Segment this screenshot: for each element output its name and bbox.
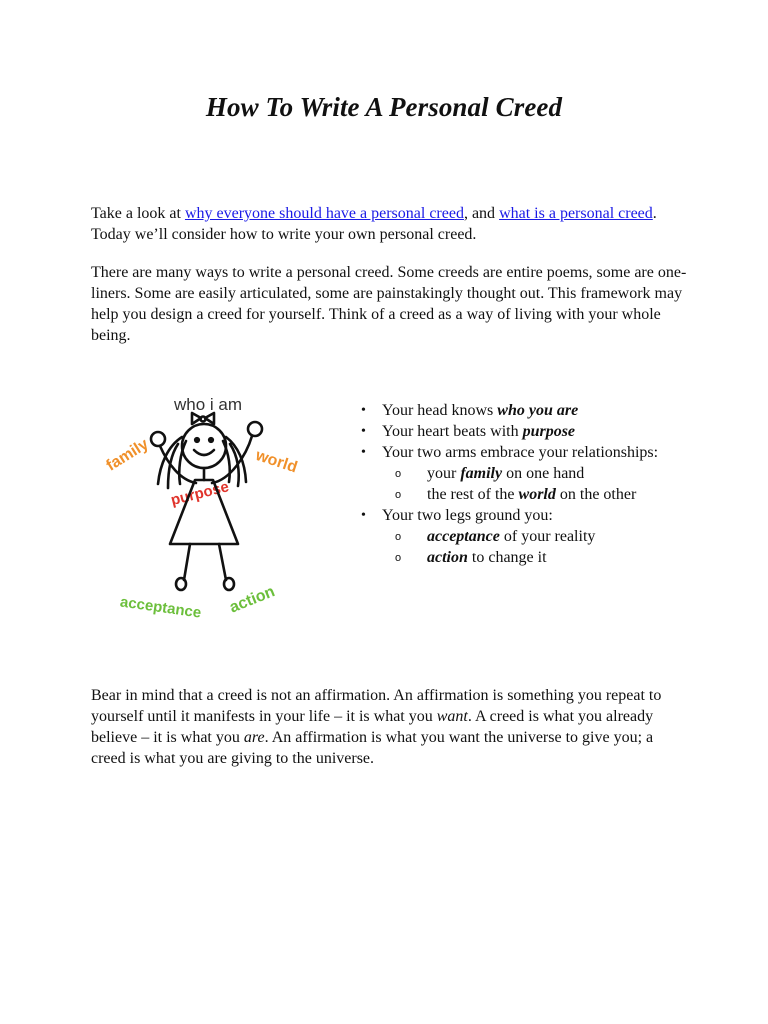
left-hand (151, 432, 165, 446)
intro-text-mid: , and (463, 205, 500, 222)
page-title: How To Write A Personal Creed (205, 92, 563, 122)
sublist-item-text: on one hand (502, 465, 585, 482)
label-family: family (103, 435, 152, 475)
italic-word-want: want (436, 708, 468, 725)
list-item-text: Your heart beats with (382, 423, 523, 440)
label-acceptance: acceptance (118, 593, 203, 622)
sublist-item-text: on the other (555, 486, 637, 503)
list-item-heart (358, 421, 698, 442)
list-item-text: Your head knows (382, 402, 498, 419)
sublist-item-world (382, 484, 698, 505)
sublist-item-acceptance (382, 526, 698, 547)
list-item-arms (358, 442, 698, 505)
emphasis-world: world (518, 486, 556, 503)
emphasis-family: family (460, 465, 503, 482)
sublist-item-text: of your reality (499, 528, 596, 545)
list-item-text: Your two arms embrace your relationships: (382, 444, 659, 461)
closing-text: . An affirmation is what you want the universe to give you; a creed is what you are giving to the universe. (91, 729, 654, 767)
sublist-item-action (382, 547, 698, 568)
head (182, 424, 226, 468)
list-item-text: Your two legs ground you: (382, 507, 553, 524)
right-foot (224, 578, 234, 590)
bow-knot (201, 417, 206, 422)
list-item-legs (358, 505, 698, 568)
sublist-item-family (382, 463, 698, 484)
sublist-item-text: your (427, 465, 461, 482)
label-who-i-am: who i am (173, 395, 243, 414)
closing-paragraph (91, 685, 691, 769)
stick-figure (151, 413, 262, 590)
closing-text: Bear in mind that a creed is not an affirmation. An affirmation is something you repeat to yourself until it manifests in your life – it is what you (91, 687, 662, 725)
emphasis-action: action (427, 549, 468, 566)
intro-text-pre: Take a look at (91, 205, 185, 222)
label-action: action (227, 583, 278, 617)
label-world: world (253, 447, 300, 477)
emphasis-acceptance: acceptance (427, 528, 500, 545)
creed-stick-figure-illustration (98, 384, 313, 634)
italic-word-are: are (243, 729, 265, 746)
arms-sublist (382, 463, 698, 505)
creed-framework-list (358, 400, 698, 568)
left-eye (195, 438, 199, 442)
closing-text: . A creed is what you already believe – it is what you (91, 708, 654, 746)
emphasis-purpose: purpose (522, 423, 576, 440)
link-why-creed[interactable]: why everyone should have a personal creed (184, 205, 464, 222)
legs-sublist (382, 526, 698, 568)
label-purpose: purpose (169, 478, 231, 510)
intro-text-post: . Today we’ll consider how to write your own personal creed. (91, 205, 657, 243)
smile (194, 450, 214, 455)
left-foot (176, 578, 186, 590)
intro-paragraph (91, 203, 691, 245)
emphasis-who-you-are: who you are (497, 402, 579, 419)
right-leg (219, 544, 226, 580)
list-item-head (358, 400, 698, 421)
right-hand (248, 422, 262, 436)
link-what-is-creed[interactable]: what is a personal creed (499, 205, 653, 222)
sublist-item-text: the rest of the (427, 486, 519, 503)
sublist-item-text: to change it (467, 549, 547, 566)
framework-paragraph: There are many ways to write a personal creed. Some creeds are entire poems, some are one-liners. Some are easily articulated, some are painstakingly thought out. This framework may help you design a creed for yourself. Think of a creed as a way of living with your whole being. (91, 264, 687, 344)
left-leg (184, 544, 190, 580)
right-eye (209, 438, 213, 442)
